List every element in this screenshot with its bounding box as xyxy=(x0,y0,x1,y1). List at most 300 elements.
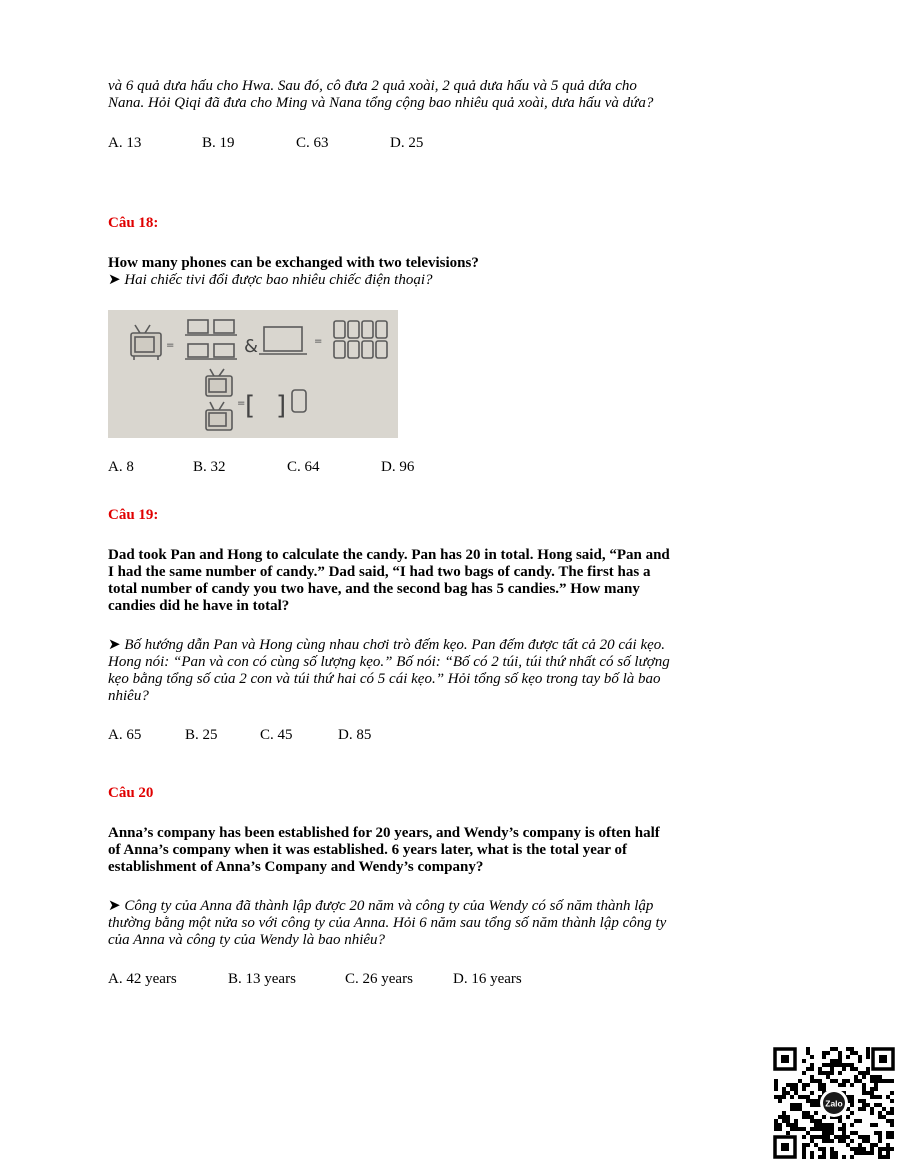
qr-module xyxy=(838,1127,842,1131)
qr-module xyxy=(786,1131,790,1135)
qr-module xyxy=(810,1055,814,1059)
zalo-qr-code[interactable] xyxy=(773,1047,895,1159)
phone-icon xyxy=(362,321,373,338)
qr-module xyxy=(870,1111,874,1115)
qr-module xyxy=(802,1115,806,1119)
qr-module xyxy=(858,1079,862,1083)
qr-module xyxy=(886,1119,890,1123)
qr-module xyxy=(822,1127,826,1131)
qr-module xyxy=(822,1147,826,1151)
qr-module xyxy=(882,1155,886,1159)
intro-options xyxy=(108,134,808,152)
qr-module xyxy=(850,1111,854,1115)
ampersand: & xyxy=(244,336,259,357)
qr-module xyxy=(846,1135,850,1139)
qr-module xyxy=(818,1127,822,1131)
qr-module xyxy=(810,1135,814,1139)
qr-module xyxy=(822,1123,826,1127)
qr-module xyxy=(850,1095,854,1099)
qr-module xyxy=(818,1087,822,1091)
qr-module xyxy=(866,1067,870,1071)
qr-module xyxy=(890,1131,894,1135)
q18-english: How many phones can be exchanged with two televisions? xyxy=(108,255,479,271)
qr-module xyxy=(802,1083,806,1087)
qr-module xyxy=(814,1143,818,1147)
q19-english: Dad took Pan and Hong to calculate the candy. Pan has 20 in total. Hong said, “Pan and I had the same number of candy.” Dad said, “I had two bags of candy. The first has a total number of candy you two have, and the second bag has 5 candies.” How many candies did he have in total? xyxy=(108,547,670,614)
q19-vietnamese: ➤ Bố hướng dẫn Pan và Hong cùng nhau chơi trò đếm kẹo. Pan đếm được tất cả 20 cái kẹo. Hong nói: “Pan và con có cùng số lượng kẹo.” Bố nói: “Bố có 2 túi, túi thứ nhất có số lượng kẹo bằng tổng số của 2 con và túi thứ hai có 5 cái kẹo.” Hỏi tổng số kẹo trong tay bố là bao nhiêu? xyxy=(108,637,670,704)
qr-module xyxy=(874,1103,878,1107)
q20-title: Câu 20 xyxy=(108,785,154,801)
qr-module xyxy=(846,1079,850,1083)
qr-module xyxy=(782,1111,786,1115)
qr-module xyxy=(814,1111,818,1115)
arrow-icon: ➤ xyxy=(108,637,121,653)
document-page xyxy=(108,78,808,988)
qr-module xyxy=(802,1147,806,1151)
qr-module xyxy=(854,1151,858,1155)
qr-module xyxy=(830,1127,834,1131)
qr-module xyxy=(846,1143,850,1147)
qr-module xyxy=(794,1119,798,1123)
qr-code-icon xyxy=(773,1047,895,1159)
qr-module xyxy=(866,1051,870,1055)
qr-module xyxy=(846,1115,850,1119)
qr-module xyxy=(782,1087,786,1091)
qr-module xyxy=(822,1139,826,1143)
qr-module xyxy=(806,1083,810,1087)
qr-module xyxy=(886,1143,890,1147)
qr-module xyxy=(834,1063,838,1067)
qr-module xyxy=(798,1107,802,1111)
qr-module xyxy=(826,1131,830,1135)
qr-module xyxy=(838,1055,842,1059)
qr-module xyxy=(858,1147,862,1151)
qr-module xyxy=(778,1115,782,1119)
qr-module xyxy=(850,1123,854,1127)
qr-module xyxy=(846,1055,850,1059)
option-b: B. 25 xyxy=(185,727,218,743)
qr-module xyxy=(838,1071,842,1075)
qr-module xyxy=(850,1099,854,1103)
option-b: B. 19 xyxy=(202,135,235,151)
option-a: A. 65 xyxy=(108,727,142,743)
qr-module xyxy=(862,1099,866,1103)
qr-module xyxy=(878,1095,882,1099)
qr-module xyxy=(814,1135,818,1139)
qr-module xyxy=(794,1103,798,1107)
qr-module xyxy=(798,1079,802,1083)
qr-module xyxy=(802,1059,806,1063)
qr-module xyxy=(874,1075,878,1079)
qr-module xyxy=(806,1099,810,1103)
qr-module xyxy=(786,1115,790,1119)
qr-module xyxy=(830,1139,834,1143)
qr-module xyxy=(878,1155,882,1159)
qr-module xyxy=(870,1087,874,1091)
qr-module xyxy=(778,1099,782,1103)
qr-module xyxy=(834,1155,838,1159)
qr-module xyxy=(786,1119,790,1123)
laptop-icon xyxy=(211,320,237,335)
option-a: A. 13 xyxy=(108,135,142,151)
qr-module xyxy=(842,1063,846,1067)
qr-module xyxy=(858,1151,862,1155)
qr-module xyxy=(886,1079,890,1083)
qr-module xyxy=(890,1119,894,1123)
qr-module xyxy=(806,1143,810,1147)
qr-module xyxy=(890,1099,894,1103)
qr-module xyxy=(794,1123,798,1127)
qr-module xyxy=(842,1083,846,1087)
qr-module xyxy=(830,1071,834,1075)
intro-line-1: và 6 quả dưa hấu cho Hwa. Sau đó, cô đưa 2 quả xoài, 2 quả dưa hấu và 5 quả dứa cho xyxy=(108,78,637,94)
qr-module xyxy=(862,1151,866,1155)
qr-module xyxy=(822,1055,826,1059)
qr-module xyxy=(794,1087,798,1091)
qr-module xyxy=(822,1155,826,1159)
qr-module xyxy=(886,1155,890,1159)
qr-module xyxy=(830,1067,834,1071)
qr-module xyxy=(818,1083,822,1087)
qr-module xyxy=(878,1079,882,1083)
qr-module xyxy=(838,1063,842,1067)
qr-module xyxy=(806,1067,810,1071)
qr-module xyxy=(802,1087,806,1091)
option-d: D. 96 xyxy=(381,459,415,475)
qr-module xyxy=(874,1083,878,1087)
qr-module xyxy=(802,1151,806,1155)
qr-module xyxy=(866,1139,870,1143)
qr-module xyxy=(874,1079,878,1083)
qr-module xyxy=(826,1075,830,1079)
qr-module xyxy=(854,1147,858,1151)
qr-module xyxy=(846,1047,850,1051)
qr-module xyxy=(882,1079,886,1083)
qr-module xyxy=(786,1091,790,1095)
qr-module xyxy=(850,1083,854,1087)
qr-module xyxy=(866,1151,870,1155)
qr-module xyxy=(826,1139,830,1143)
qr-module xyxy=(866,1047,870,1051)
option-b: B. 32 xyxy=(193,459,226,475)
qr-module xyxy=(874,1123,878,1127)
qr-module xyxy=(874,1131,878,1135)
qr-module xyxy=(878,1151,882,1155)
bracket-right: ] xyxy=(276,391,287,421)
qr-module xyxy=(802,1143,806,1147)
qr-module xyxy=(890,1091,894,1095)
phone-icon xyxy=(348,321,359,338)
q19-title: Câu 19: xyxy=(108,507,159,523)
qr-module xyxy=(866,1091,870,1095)
zalo-logo-text: Zalo xyxy=(825,1098,843,1109)
qr-module xyxy=(866,1071,870,1075)
qr-module xyxy=(862,1071,866,1075)
equals-sign: = xyxy=(166,340,175,351)
qr-module xyxy=(802,1135,806,1139)
qr-module xyxy=(822,1051,826,1055)
arrow-icon: ➤ xyxy=(108,272,121,288)
qr-module xyxy=(822,1131,826,1135)
qr-module xyxy=(826,1127,830,1131)
qr-module xyxy=(818,1071,822,1075)
option-d: D. 16 years xyxy=(453,971,522,987)
qr-module xyxy=(830,1131,834,1135)
qr-module xyxy=(850,1063,854,1067)
qr-module xyxy=(846,1063,850,1067)
q20-english: Anna’s company has been established for 20 years, and Wendy’s company is often half of Anna’s company when it was established. 6 years later, what is the total year of establishment of Anna’s Company and Wendy’s company? xyxy=(108,825,660,875)
q18-title: Câu 18: xyxy=(108,215,159,231)
qr-module xyxy=(862,1103,866,1107)
tv-icon xyxy=(131,325,161,360)
qr-module xyxy=(866,1135,870,1139)
qr-module xyxy=(862,1087,866,1091)
qr-module xyxy=(862,1075,866,1079)
qr-module xyxy=(838,1059,842,1063)
option-d: D. 85 xyxy=(338,727,372,743)
qr-module xyxy=(874,1087,878,1091)
laptop-icon xyxy=(185,320,211,335)
laptop-icon xyxy=(211,344,237,359)
qr-module xyxy=(814,1079,818,1083)
qr-module xyxy=(870,1075,874,1079)
qr-module xyxy=(818,1123,822,1127)
qr-module xyxy=(810,1099,814,1103)
qr-module xyxy=(854,1075,858,1079)
qr-module xyxy=(890,1135,894,1139)
qr-module xyxy=(854,1051,858,1055)
qr-module xyxy=(814,1119,818,1123)
qr-module xyxy=(862,1107,866,1111)
tv-icon xyxy=(206,369,232,396)
qr-module xyxy=(806,1095,810,1099)
qr-module xyxy=(806,1051,810,1055)
q19-options xyxy=(108,726,808,744)
qr-module xyxy=(790,1127,794,1131)
qr-module xyxy=(818,1135,822,1139)
q18-options xyxy=(108,458,808,476)
qr-module xyxy=(834,1047,838,1051)
q18-figure xyxy=(108,310,398,438)
qr-module xyxy=(838,1051,842,1055)
qr-module xyxy=(850,1103,854,1107)
qr-module xyxy=(774,1083,778,1087)
qr-module xyxy=(794,1091,798,1095)
qr-module xyxy=(870,1095,874,1099)
qr-module xyxy=(798,1127,802,1131)
qr-module xyxy=(890,1079,894,1083)
qr-module xyxy=(842,1127,846,1131)
q18-vietnamese: ➤ Hai chiếc tivi đổi được bao nhiêu chiếc điện thoại? xyxy=(108,272,433,288)
qr-module xyxy=(810,1127,814,1131)
qr-module xyxy=(850,1139,854,1143)
qr-module xyxy=(810,1119,814,1123)
qr-module xyxy=(870,1079,874,1083)
qr-module xyxy=(806,1111,810,1115)
qr-module xyxy=(810,1139,814,1143)
qr-module xyxy=(862,1135,866,1139)
qr-module xyxy=(814,1127,818,1131)
qr-module xyxy=(886,1111,890,1115)
qr-module xyxy=(882,1115,886,1119)
qr-module xyxy=(858,1055,862,1059)
qr-module xyxy=(830,1155,834,1159)
qr-module xyxy=(834,1135,838,1139)
qr-module xyxy=(878,1103,882,1107)
option-b: B. 13 years xyxy=(228,971,296,987)
qr-module xyxy=(830,1079,834,1083)
qr-module xyxy=(858,1107,862,1111)
qr-module xyxy=(790,1123,794,1127)
qr-module xyxy=(878,1139,882,1143)
qr-module xyxy=(818,1119,822,1123)
qr-module xyxy=(778,1127,782,1131)
qr-module xyxy=(814,1099,818,1103)
qr-module xyxy=(838,1119,842,1123)
qr-module xyxy=(802,1127,806,1131)
qr-module xyxy=(798,1103,802,1107)
qr-module xyxy=(794,1127,798,1131)
qr-module xyxy=(810,1075,814,1079)
qr-module xyxy=(802,1071,806,1075)
qr-module xyxy=(822,1083,826,1087)
qr-module xyxy=(786,1123,790,1127)
qr-module xyxy=(886,1135,890,1139)
qr-module xyxy=(794,1107,798,1111)
qr-module xyxy=(838,1139,842,1143)
q20-vietnamese: ➤ Công ty của Anna đã thành lập được 20 năm và công ty của Wendy có số năm thành lập thường bằng một nửa so với công ty của Anna. Hỏi 6 năm sau tổng số năm thành lập công ty của Anna và công ty của Wendy là bao nhiêu? xyxy=(108,898,667,948)
qr-module xyxy=(890,1123,894,1127)
qr-module xyxy=(862,1147,866,1151)
qr-module xyxy=(810,1115,814,1119)
qr-module xyxy=(842,1135,846,1139)
qr-module xyxy=(850,1147,854,1151)
qr-module xyxy=(842,1139,846,1143)
qr-module xyxy=(830,1147,834,1151)
qr-module xyxy=(834,1151,838,1155)
qr-module xyxy=(822,1135,826,1139)
qr-module xyxy=(798,1095,802,1099)
qr-module xyxy=(874,1095,878,1099)
qr-module xyxy=(850,1155,854,1159)
qr-module xyxy=(858,1059,862,1063)
option-c: C. 45 xyxy=(260,727,293,743)
qr-module xyxy=(830,1063,834,1067)
qr-module xyxy=(810,1079,814,1083)
option-a: A. 42 years xyxy=(108,971,177,987)
phone-icon xyxy=(292,390,306,412)
tv-laptop-phone-illustration xyxy=(108,310,398,438)
qr-module xyxy=(886,1095,890,1099)
qr-module xyxy=(778,1095,782,1099)
qr-module xyxy=(814,1123,818,1127)
option-d: D. 25 xyxy=(390,135,424,151)
qr-module xyxy=(822,1063,826,1067)
qr-module xyxy=(890,1111,894,1115)
qr-module xyxy=(882,1147,886,1151)
phone-icon xyxy=(376,321,387,338)
qr-module xyxy=(854,1119,858,1123)
qr-module xyxy=(862,1091,866,1095)
laptop-icon xyxy=(185,344,211,359)
equals-sign: = xyxy=(314,336,323,347)
qr-module xyxy=(810,1067,814,1071)
qr-module xyxy=(802,1111,806,1115)
qr-module xyxy=(818,1155,822,1159)
qr-module xyxy=(790,1083,794,1087)
qr-module xyxy=(790,1103,794,1107)
qr-module xyxy=(890,1107,894,1111)
qr-module xyxy=(878,1135,882,1139)
qr-module xyxy=(850,1131,854,1135)
qr-module xyxy=(830,1123,834,1127)
qr-module xyxy=(842,1131,846,1135)
qr-module xyxy=(850,1067,854,1071)
qr-module xyxy=(870,1143,874,1147)
qr-module xyxy=(878,1111,882,1115)
qr-module xyxy=(810,1091,814,1095)
qr-module xyxy=(810,1151,814,1155)
phone-icon xyxy=(334,341,345,358)
qr-module xyxy=(890,1147,894,1151)
qr-module xyxy=(886,1151,890,1155)
qr-module xyxy=(802,1155,806,1159)
qr-module xyxy=(782,1095,786,1099)
qr-module xyxy=(806,1047,810,1051)
qr-module xyxy=(786,1083,790,1087)
qr-module xyxy=(774,1095,778,1099)
qr-module xyxy=(834,1079,838,1083)
qr-module xyxy=(858,1071,862,1075)
qr-module xyxy=(882,1107,886,1111)
qr-module xyxy=(790,1095,794,1099)
qr-module xyxy=(850,1047,854,1051)
qr-module xyxy=(830,1047,834,1051)
qr-module xyxy=(858,1119,862,1123)
qr-module xyxy=(826,1123,830,1127)
qr-module xyxy=(858,1135,862,1139)
qr-module xyxy=(878,1147,882,1151)
qr-module xyxy=(838,1083,842,1087)
qr-module xyxy=(814,1103,818,1107)
arrow-icon: ➤ xyxy=(108,898,121,914)
qr-module xyxy=(870,1123,874,1127)
option-c: C. 26 years xyxy=(345,971,413,987)
qr-module xyxy=(874,1143,878,1147)
option-c: C. 63 xyxy=(296,135,329,151)
phone-icon xyxy=(334,321,345,338)
qr-module xyxy=(870,1151,874,1155)
qr-module xyxy=(862,1083,866,1087)
qr-module xyxy=(826,1071,830,1075)
qr-module xyxy=(870,1147,874,1151)
equals-sign: = xyxy=(237,398,246,409)
laptop-icon xyxy=(259,327,307,354)
qr-module xyxy=(870,1107,874,1111)
phone-icon xyxy=(376,341,387,358)
qr-module xyxy=(774,1087,778,1091)
qr-module xyxy=(810,1103,814,1107)
qr-module xyxy=(790,1087,794,1091)
qr-module xyxy=(822,1087,826,1091)
qr-module xyxy=(854,1079,858,1083)
qr-module xyxy=(818,1067,822,1071)
qr-module xyxy=(830,1151,834,1155)
qr-module xyxy=(826,1135,830,1139)
qr-module xyxy=(774,1119,778,1123)
qr-module xyxy=(810,1063,814,1067)
qr-module xyxy=(830,1059,834,1063)
